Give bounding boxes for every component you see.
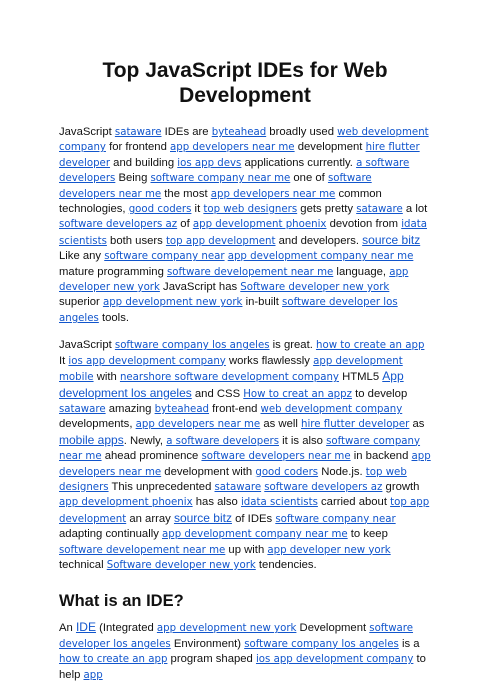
text-run: tendencies. <box>255 558 317 571</box>
hyperlink[interactable]: source bitz <box>173 510 232 525</box>
text-run: JavaScript <box>59 339 115 352</box>
text-run: works flawlessly <box>225 354 314 367</box>
hyperlink[interactable]: web development company <box>260 403 403 415</box>
text-run: IDEs are <box>161 126 212 138</box>
text-run: with <box>93 371 120 384</box>
hyperlink[interactable]: sataware <box>356 204 403 216</box>
text-run: one of <box>290 172 328 185</box>
hyperlink[interactable]: how to create an app <box>316 340 425 352</box>
text-run: in backend <box>350 450 412 463</box>
text-run: ahead prominence <box>101 450 202 463</box>
hyperlink[interactable]: IDE <box>75 620 96 635</box>
hyperlink[interactable]: app development new york <box>102 297 243 309</box>
text-run: has also <box>192 496 241 509</box>
hyperlink[interactable]: app development new york <box>156 623 297 635</box>
hyperlink[interactable]: software developement near me <box>167 266 334 278</box>
text-run: JavaScript has <box>159 281 241 294</box>
text-run: Environment) <box>170 637 245 650</box>
hyperlink[interactable]: sataware <box>114 127 162 138</box>
text-run: development with <box>161 465 256 478</box>
paragraph-2 <box>59 338 431 573</box>
hyperlink[interactable]: idata scientists <box>240 497 318 509</box>
text-run: to keep <box>347 528 388 541</box>
hyperlink[interactable]: software developers near me <box>201 451 351 463</box>
hyperlink[interactable]: sataware <box>59 403 106 415</box>
hyperlink[interactable]: software company near <box>275 513 396 525</box>
hyperlink[interactable]: software developers az <box>264 481 383 493</box>
hyperlink[interactable]: software developer los angeles <box>59 297 398 324</box>
text-run: development <box>294 141 366 154</box>
paragraph-3 <box>59 620 431 683</box>
hyperlink[interactable]: byteahead <box>154 403 210 415</box>
hyperlink[interactable]: a software developers <box>59 157 410 185</box>
hyperlink[interactable]: Software developer new york <box>106 559 256 571</box>
text-run: carried about <box>317 496 391 509</box>
hyperlink[interactable]: a software developers <box>166 435 279 447</box>
hyperlink[interactable]: how to create an app <box>59 654 168 666</box>
hyperlink[interactable]: software developers az <box>59 219 178 231</box>
hyperlink[interactable]: app development phoenix <box>192 219 327 231</box>
hyperlink[interactable]: app developers near me <box>170 142 295 154</box>
text-run: it is also <box>279 434 327 447</box>
text-run: mature programming <box>59 265 167 278</box>
text-run: an array <box>126 512 174 525</box>
hyperlink[interactable]: software developers near me <box>59 173 372 200</box>
text-run: language, <box>333 265 390 278</box>
text-run: An <box>59 622 76 635</box>
hyperlink[interactable]: app developers near me <box>135 419 261 431</box>
text-run: devotion from <box>326 218 402 231</box>
text-run: technical <box>59 558 107 571</box>
hyperlink[interactable]: app development company near me <box>227 251 414 263</box>
text-run: This unprecedented <box>108 480 215 493</box>
hyperlink[interactable]: ios app development company <box>68 355 226 367</box>
hyperlink[interactable]: software developement near me <box>59 544 226 556</box>
text-run: applications currently. <box>241 156 357 169</box>
hyperlink[interactable]: top app development <box>165 235 276 247</box>
text-run: a lot <box>402 203 428 216</box>
hyperlink[interactable]: software company near <box>104 251 225 263</box>
hyperlink[interactable]: good coders <box>255 466 319 478</box>
hyperlink[interactable]: App development los angeles <box>59 369 404 400</box>
text-run: growth <box>382 480 420 493</box>
text-run: amazing <box>105 402 155 415</box>
hyperlink[interactable]: sataware <box>214 481 262 493</box>
hyperlink[interactable]: software company los angeles <box>114 340 270 352</box>
hyperlink[interactable]: idata scientists <box>59 219 427 247</box>
hyperlink[interactable]: software company near me <box>59 435 421 463</box>
hyperlink[interactable]: app developer new york <box>267 544 391 556</box>
text-run: up with <box>225 543 268 556</box>
text-run: program shaped <box>167 653 256 666</box>
hyperlink[interactable]: good coders <box>128 204 192 216</box>
hyperlink[interactable]: software company near me <box>150 173 291 185</box>
document-title: Top JavaScript IDEs for Web Development <box>102 59 388 107</box>
hyperlink[interactable]: app development company near me <box>162 529 348 541</box>
section-heading: What is an IDE? <box>59 592 184 611</box>
hyperlink[interactable]: software company los angeles <box>244 638 399 650</box>
hyperlink[interactable]: hire flutter developer <box>59 142 420 169</box>
hyperlink[interactable]: Software developer new york <box>240 282 390 294</box>
text-run: for frontend <box>105 141 171 154</box>
hyperlink[interactable]: mobile apps <box>59 432 124 447</box>
text-run: front-end <box>209 402 261 415</box>
hyperlink[interactable]: top app development <box>59 497 430 525</box>
hyperlink[interactable]: ios app devs <box>177 157 242 169</box>
text-run: to develop <box>351 387 408 400</box>
text-run: common technologies, <box>59 187 382 216</box>
hyperlink[interactable]: nearshore software development company <box>119 372 339 384</box>
text-run: Like any <box>59 250 105 263</box>
text-run: is a <box>398 637 420 650</box>
paragraph-1 <box>59 125 431 326</box>
hyperlink[interactable]: web development company <box>59 127 429 154</box>
text-run: broadly used <box>266 126 338 138</box>
text-run: Development <box>296 622 370 635</box>
text-run: . Newly, <box>123 434 167 447</box>
text-run: superior <box>59 296 103 309</box>
text-run: gets pretty <box>297 203 357 216</box>
hyperlink[interactable]: app development phoenix <box>59 497 193 509</box>
text-run: tools. <box>98 311 129 324</box>
hyperlink[interactable]: ios app development company <box>255 654 414 666</box>
text-run: as well <box>260 418 302 431</box>
text-run: (Integrated <box>95 622 157 635</box>
hyperlink[interactable]: source bitz <box>362 232 421 247</box>
text-run: developments, <box>59 418 136 431</box>
hyperlink[interactable]: top web designers <box>59 466 407 493</box>
hyperlink[interactable]: top web designers <box>203 204 298 216</box>
text-run: and developers. <box>275 234 363 247</box>
text-run: HTML5 <box>338 371 383 384</box>
text-run: as <box>409 418 425 431</box>
text-run: and building <box>110 156 178 169</box>
text-run: the most <box>161 187 211 200</box>
text-run: JavaScript <box>59 126 115 138</box>
hyperlink[interactable]: app developers near me <box>210 188 336 200</box>
text-run: It <box>59 354 69 367</box>
hyperlink[interactable]: hire flutter developer <box>301 419 410 431</box>
hyperlink[interactable]: app developers near me <box>59 451 431 478</box>
text-run: to help <box>59 653 426 681</box>
text-run: and CSS <box>191 387 244 400</box>
text-run: of <box>177 218 193 231</box>
text-run: of IDEs <box>231 512 276 525</box>
hyperlink[interactable]: How to creat an appz <box>243 388 352 400</box>
text-run: it <box>191 203 204 216</box>
hyperlink[interactable]: app developer new york <box>59 266 409 294</box>
text-run: in-built <box>242 296 283 309</box>
hyperlink[interactable]: app development mobile <box>59 355 403 384</box>
hyperlink[interactable]: app <box>83 669 103 681</box>
hyperlink[interactable]: byteahead <box>211 127 267 138</box>
text-run: Being <box>115 172 151 185</box>
text-run: both users <box>106 234 166 247</box>
text-run: is great. <box>269 339 316 352</box>
text-run: Node.js. <box>318 465 366 478</box>
hyperlink[interactable]: software developer los angeles <box>59 623 414 650</box>
text-run: adapting continually <box>59 528 163 541</box>
